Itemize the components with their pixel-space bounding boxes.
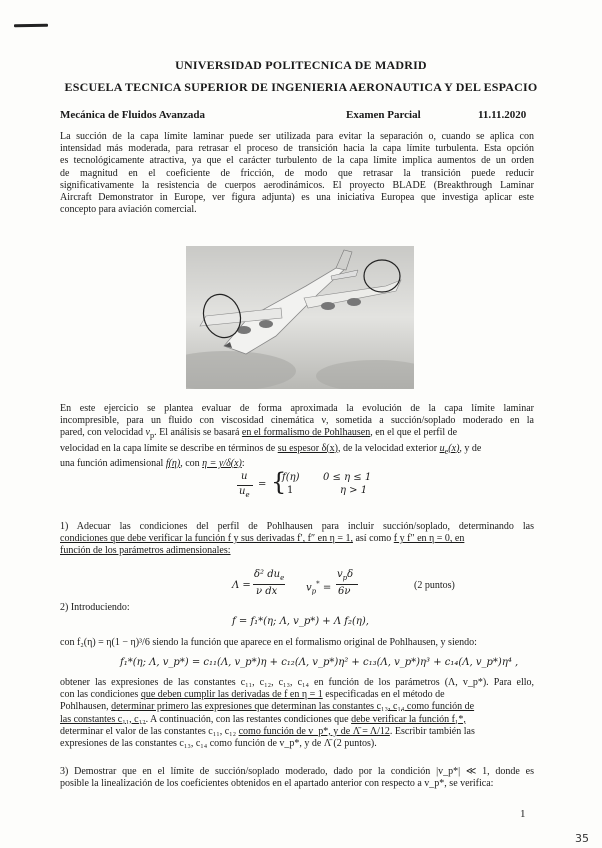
- q2-line: expresiones de las constantes c₁₃, c₁₄ como función de v_p*, y de Λ̄ (2 puntos).: [60, 738, 377, 750]
- q2-intro: 2) Introduciendo:: [60, 602, 130, 613]
- q2-line-1: con f₂(η) = η(1 − η)³/6 siendo la función que aparece en el formalismo original de Pohlhausen, y siendo:: [60, 637, 477, 648]
- exercise-line: En este ejercicio se plantea evaluar de forma aproximada la evolución de la capa límite laminar: [60, 403, 534, 414]
- question-1: [60, 521, 534, 558]
- lambda-label: Λ =: [232, 580, 251, 591]
- q2-line: con las condiciones que deben cumplir las derivadas de f en η = 1 especificadas en el método de: [60, 689, 445, 701]
- vp-fraction-bar: [336, 584, 358, 585]
- q2-equation-1: f = f₁*(η; Λ, v_p*) + Λ f₂(η),: [232, 616, 369, 627]
- eq-case2: 1: [287, 485, 294, 496]
- pen-mark: [14, 24, 48, 28]
- exercise-paragraph: [60, 403, 534, 470]
- intro-line: de magnitud en el coeficiente de fricción, de modo que retrasar la transición puede reducir: [60, 167, 534, 179]
- eq-case1: f(η): [282, 472, 300, 483]
- intro-line: Aircraft Demonstrator in Europe, ver figura adjunta) es una iniciativa Europea que investiga aplicar este: [60, 192, 534, 204]
- q1-line: función de los parámetros adimensionales:: [60, 545, 231, 557]
- q1-line: 1) Adecuar las condiciones del perfil de Pohlhausen para incluir succión/soplado, determinando las: [60, 521, 534, 532]
- intro-line: La succión de la capa límite laminar puede ser utilizada para evitar la separación o, cuando se aplica con: [60, 131, 534, 142]
- aircraft-photo: [186, 246, 414, 389]
- q2-equation-2: f₁*(η; Λ, v_p*) = c₁₁(Λ, v_p*)η + c₁₂(Λ, v_p*)η² + c₁₃(Λ, v_p*)η³ + c₁₄(Λ, v_p*)η⁴ ,: [120, 657, 519, 668]
- page-number: 1: [520, 808, 526, 820]
- intro-line: intensidad más moderada, para retrasar el proceso de transición hacia la capa límite turbulenta. Esta opción: [60, 143, 534, 155]
- vp-den: 6ν: [338, 586, 351, 597]
- question-2-body: [60, 677, 534, 750]
- eq-lhs-num: u: [241, 471, 248, 482]
- school-title: ESCUELA TECNICA SUPERIOR DE INGENIERIA AERONAUTICA Y DEL ESPACIO: [64, 80, 538, 94]
- handwritten-number: 35: [575, 832, 589, 845]
- aircraft-illustration: [186, 246, 414, 389]
- eq-cond1: 0 ≤ η ≤ 1: [323, 472, 372, 483]
- q2-line: las constantes c₁₁, c₁₂. A continuación, con las restantes condiciones que debe verificar la función f₁*,: [60, 713, 466, 725]
- eq-lhs-den: $u_e$: [239, 486, 250, 499]
- vp-num: $v_p\delta$: [337, 569, 354, 582]
- course-name: Mecánica de Fluidos Avanzada: [60, 109, 205, 121]
- lambda-fraction-bar: [253, 584, 285, 585]
- q2-line: determinar el valor de las constantes c₁₁, c₁₂ como función de v_p*, y de Λ̄ = Λ/12. Escribir también las: [60, 725, 475, 737]
- q1-line: condiciones que debe verificar la función f y sus derivadas f′, f″ en η = 1, así como f y f″ en η = 0, en: [60, 533, 465, 545]
- intro-line: es tecnológicamente atractiva, ya que el carácter turbulento de la capa límite implica aumentos de un orden: [60, 155, 534, 167]
- lambda-num: δ² $du_e$: [254, 569, 285, 582]
- q3-line: posible la linealización de los coeficientes obtenidos en el apartado anterior con respecto a v_p*, se verifica:: [60, 778, 494, 790]
- eq-brace: {: [271, 468, 287, 496]
- exam-type: Examen Parcial: [346, 109, 421, 121]
- eq-cond2: η > 1: [340, 485, 368, 496]
- exercise-line: velocidad en la capa límite se describe en términos de su espesor δ(x), de la velocidad exterior $u_e(x)$, y de: [60, 442, 482, 456]
- intro-line: significativamente la resistencia de cuerpos aerodinámicos. El proyecto BLADE (Breakthrough Laminar: [60, 179, 534, 191]
- vp-label: $v_p^*$ =: [306, 580, 332, 596]
- university-title: UNIVERSIDAD POLITECNICA DE MADRID: [175, 58, 427, 72]
- exercise-line: pared, con velocidad $v_p$. El análisis se basará en el formalismo de Pohlhausen, en el que el perfil de: [60, 427, 458, 441]
- intro-line: concepto para aviación comercial.: [60, 204, 197, 216]
- intro-paragraph: [60, 131, 534, 216]
- exercise-line: una función adimensional f(η), con η = y/δ(x):: [60, 457, 245, 469]
- exercise-line: incompresible, para un fluido con viscosidad cinemática ν, sometida a succión/soplado moderado en la: [60, 415, 534, 427]
- question-3: [60, 766, 534, 790]
- q1-points: (2 puntos): [414, 580, 455, 591]
- q2-line: Pohlhausen, determinar primero las expresiones que determinan las constantes c₁₃, c₁₄ como función de: [60, 701, 475, 713]
- eq-equals: =: [258, 479, 267, 490]
- lambda-den: ν dx: [256, 586, 278, 597]
- q3-line: 3) Demostrar que en el límite de succión/soplado moderado, dado por la condición |v_p*| ≪ 1, donde es: [60, 766, 534, 777]
- exam-date: 11.11.2020: [478, 109, 527, 121]
- q2-line: obtener las expresiones de las constantes c₁₁, c₁₂, c₁₃, c₁₄ en función de los parámetros (Λ, v_p*). Para ello,: [60, 677, 534, 688]
